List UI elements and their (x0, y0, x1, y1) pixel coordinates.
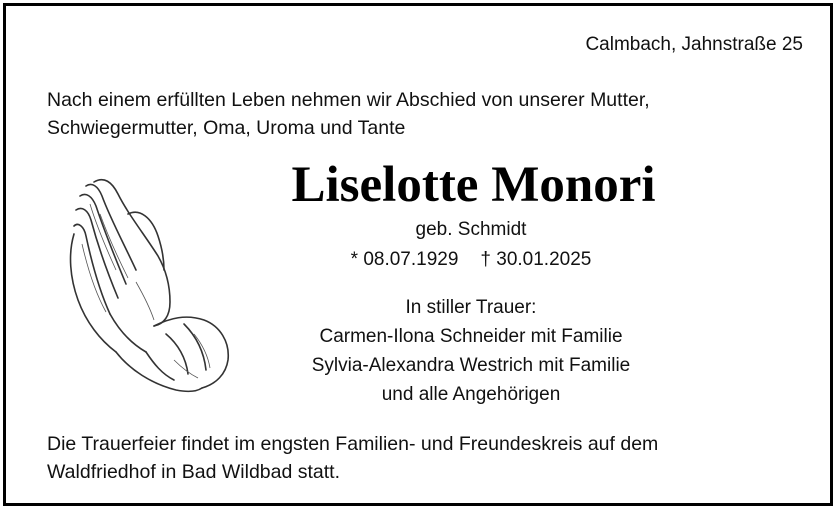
obituary-notice (3, 3, 833, 506)
funeral-info-line: Waldfriedhof in Bad Wildbad statt. (47, 461, 341, 483)
mourners-heading: In stiller Trauer: (405, 297, 537, 318)
praying-hands-icon (66, 174, 241, 399)
intro-text (47, 86, 650, 142)
place-address: Calmbach, Jahnstraße 25 (585, 34, 803, 55)
mourner-line: Carmen-Ilona Schneider mit Familie (319, 326, 623, 347)
funeral-info (47, 430, 658, 486)
life-dates (256, 249, 686, 271)
mourner-line: Sylvia-Alexandra Westrich mit Familie (311, 355, 631, 376)
birth-date: * 08.07.1929 (350, 249, 459, 270)
intro-line: Schwiegermutter, Oma, Uroma und Tante (47, 117, 406, 139)
intro-line: Nach einem erfüllten Leben nehmen wir Abschied von unserer Mutter, (47, 89, 650, 111)
born-name: geb. Schmidt (415, 219, 527, 240)
funeral-info-line: Die Trauerfeier findet im engsten Familien- und Freundeskreis auf dem (47, 433, 659, 455)
mourners-block (256, 293, 686, 409)
deceased-name: Liselotte Monori (291, 157, 656, 213)
mourner-line: und alle Angehörigen (381, 384, 561, 405)
death-date: † 30.01.2025 (480, 249, 592, 270)
